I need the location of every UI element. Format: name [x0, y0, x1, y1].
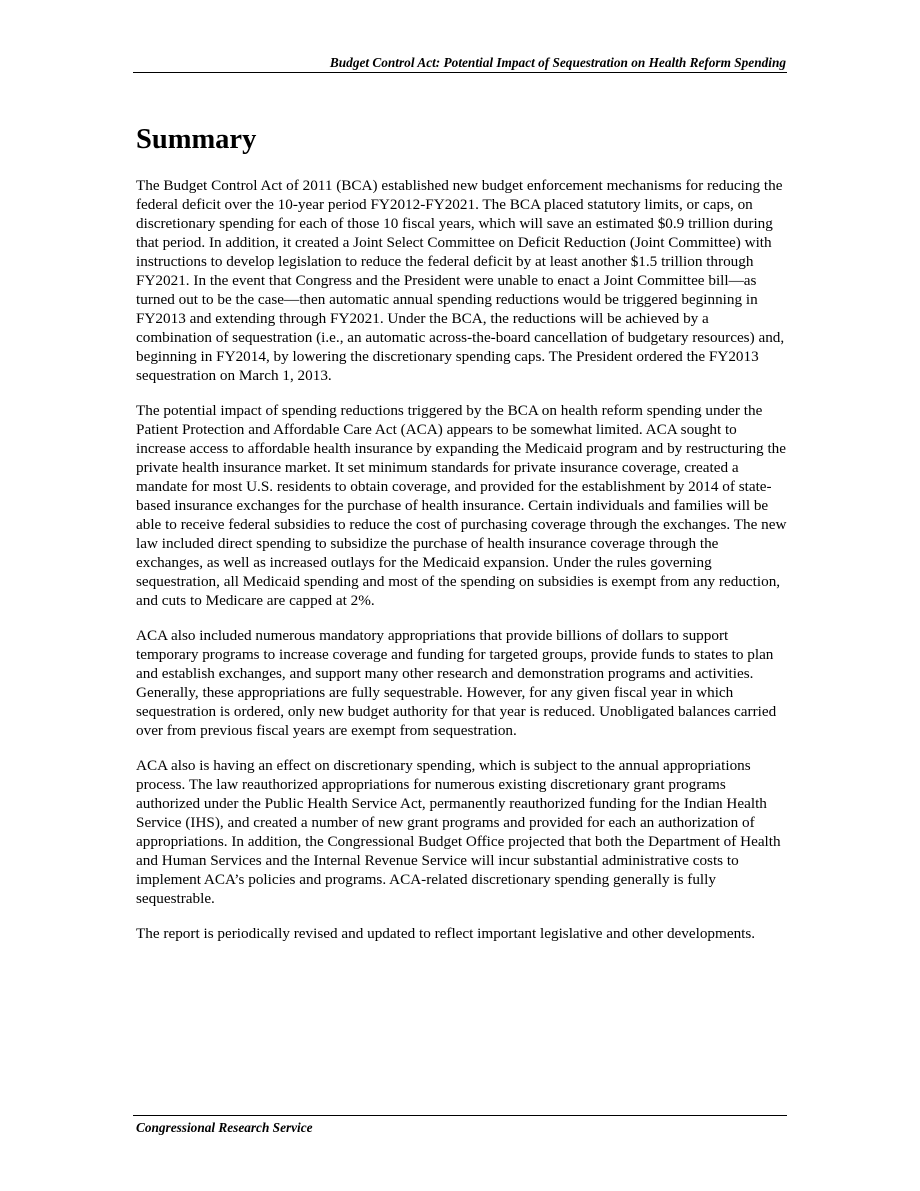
summary-heading: Summary	[136, 124, 257, 155]
header-divider	[133, 72, 787, 73]
footer-divider	[133, 1115, 787, 1116]
running-header-title: Budget Control Act: Potential Impact of Sequestration on Health Reform Spending	[329, 55, 786, 70]
footer-organization: Congressional Research Service	[136, 1120, 313, 1135]
summary-body	[136, 176, 788, 958]
summary-paragraph-2: The potential impact of spending reductions triggered by the BCA on health reform spending under the Patient Protection and Affordable Care Act (ACA) appears to be somewhat limited. ACA sought to increase access to affordable health insurance by expanding the Medicaid program and by restructuring the private health insurance market. It set minimum standards for private insurance coverage, created a mandate for most U.S. residents to obtain coverage, and provided for the establishment by 2014 of state-based insurance exchanges for the purchase of health insurance. Certain individuals and families will be able to receive federal subsidies to reduce the cost of purchasing coverage through the exchanges. The new law included direct spending to subsidize the purchase of health insurance coverage through the exchanges, as well as increased outlays for the Medicaid expansion. Under the rules governing sequestration, all Medicaid spending and most of the spending on subsidies is exempt from any reduction, and cuts to Medicare are capped at 2%.	[136, 402, 787, 610]
summary-paragraph-5: The report is periodically revised and updated to reflect important legislative and other developments.	[136, 924, 756, 942]
summary-paragraph-1: The Budget Control Act of 2011 (BCA) established new budget enforcement mechanisms for reducing the federal deficit over the 10-year period FY2012-FY2021. The BCA placed statutory limits, or caps, on discretionary spending for each of those 10 fiscal years, which will save an estimated $0.9 trillion during that period. In addition, it created a Joint Select Committee on Deficit Reduction (Joint Committee) with instructions to develop legislation to reduce the federal deficit by at least another $1.5 trillion through FY2021. In the event that Congress and the President were unable to enact a Joint Committee bill—as turned out to be the case—then automatic annual spending reductions would be triggered beginning in FY2013 and extending through FY2021. Under the BCA, the reductions will be achieved by a combination of sequestration (i.e., an automatic across-the-board cancellation of budgetary resources) and, beginning in FY2014, by lowering the discretionary spending caps. The President ordered the FY2013 sequestration on March 1, 2013.	[136, 177, 785, 385]
summary-paragraph-3: ACA also included numerous mandatory appropriations that provide billions of dollars to support temporary programs to increase coverage and funding for targeted groups, provide funds to states to plan and establish exchanges, and support many other research and demonstration programs and activities. Generally, these appropriations are fully sequestrable. However, for any given fiscal year in which sequestration is ordered, only new budget authority for that year is reduced. Unobligated balances carried over from previous fiscal years are exempt from sequestration.	[136, 627, 777, 740]
summary-paragraph-4: ACA also is having an effect on discretionary spending, which is subject to the annual appropriations process. The law reauthorized appropriations for numerous existing discretionary grant programs authorized under the Public Health Service Act, permanently reauthorized funding for the Indian Health Service (IHS), and created a number of new grant programs and provided for each an authorization of appropriations. In addition, the Congressional Budget Office projected that both the Department of Health and Human Services and the Internal Revenue Service will incur substantial administrative costs to implement ACA’s policies and programs. ACA-related discretionary spending generally is fully sequestrable.	[136, 756, 781, 908]
